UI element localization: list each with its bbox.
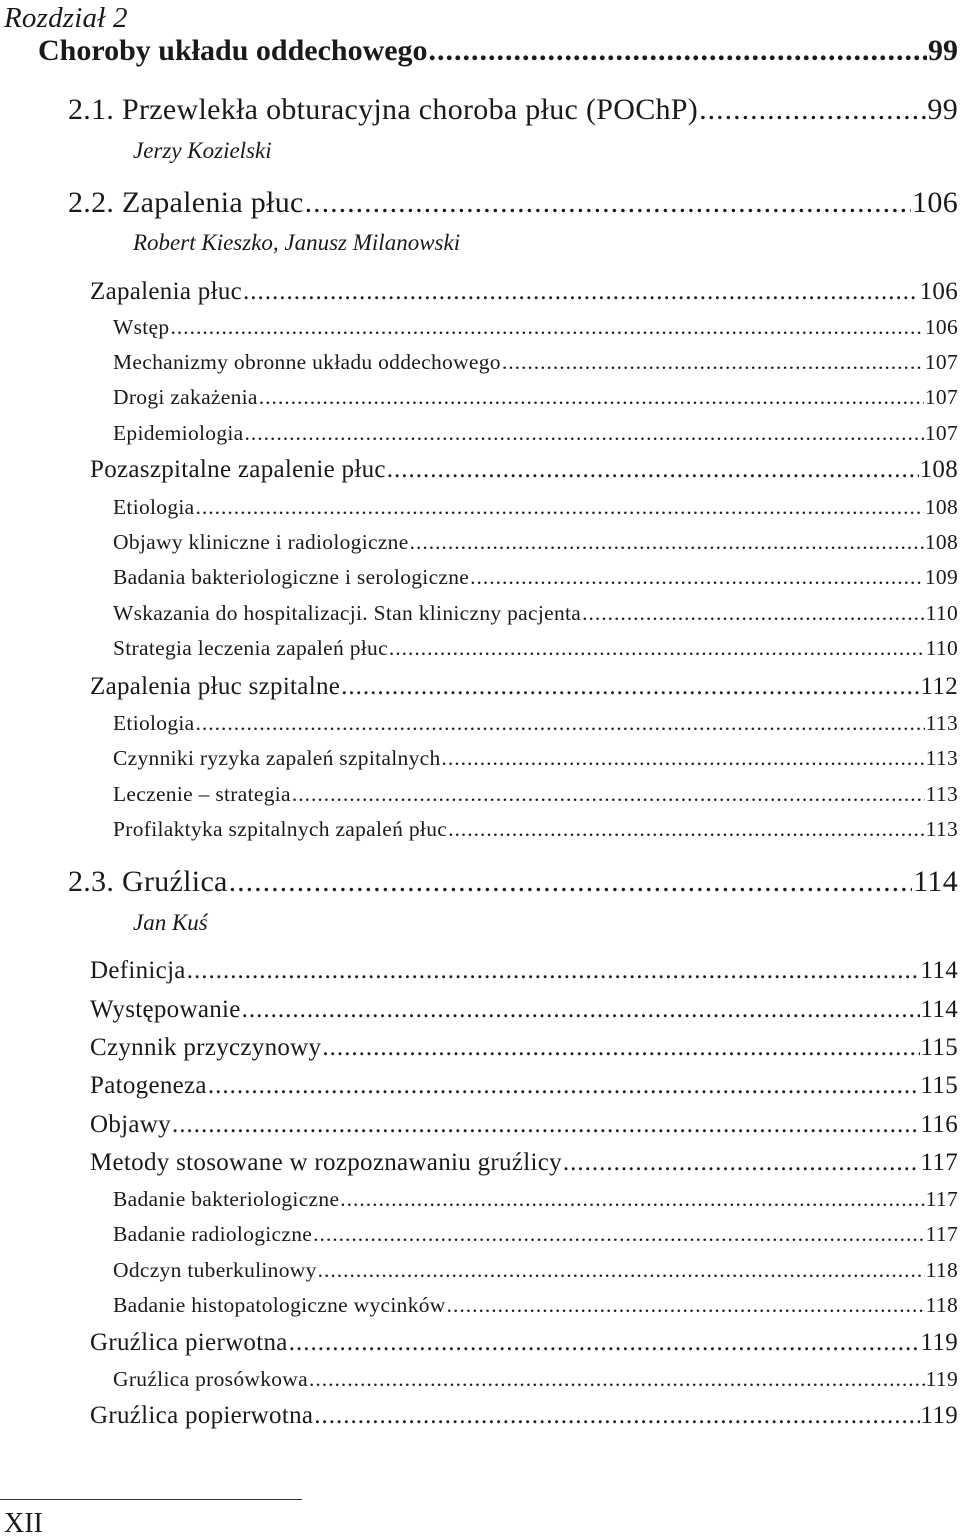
dot-leader [259, 385, 924, 410]
dot-leader [208, 1072, 920, 1100]
entry-page: 113 [925, 817, 958, 841]
entry-title: Etiologia [113, 711, 195, 735]
toc-entry[interactable] [90, 1111, 958, 1139]
toc-entry[interactable] [113, 530, 958, 555]
toc-entry[interactable] [90, 1402, 958, 1430]
entry-title: Pozaszpitalne zapalenie płuc [90, 456, 386, 483]
dot-leader [448, 817, 925, 842]
footer-rule [0, 1499, 302, 1500]
dot-leader [502, 350, 924, 375]
entry-page: 107 [924, 421, 958, 445]
entry-page: 118 [925, 1258, 958, 1282]
dot-leader [196, 495, 924, 520]
toc-entry[interactable] [113, 636, 958, 661]
toc-entry[interactable] [113, 315, 958, 340]
toc-entry[interactable] [90, 1072, 958, 1100]
toc-entry[interactable] [113, 495, 958, 520]
dot-leader [289, 1329, 920, 1357]
entry-title: Strategia leczenia zapaleń płuc [113, 636, 388, 660]
entry-title: Choroby układu oddechowego [38, 34, 428, 67]
entry-page: 118 [925, 1293, 958, 1317]
dot-leader [582, 601, 925, 626]
entry-title: Wstęp [113, 315, 170, 339]
entry-title: Zapalenia płuc [90, 278, 243, 305]
entry-title: Badanie bakteriologiczne [113, 1187, 340, 1211]
toc-entry[interactable] [113, 421, 958, 446]
entry-page: 106 [912, 186, 958, 219]
dot-leader [243, 278, 919, 306]
entry-page: 119 [925, 1367, 958, 1391]
entry-title: Badanie histopatologiczne wycinków [113, 1293, 446, 1317]
entry-page: 115 [920, 1072, 958, 1099]
entry-page: 106 [919, 278, 958, 305]
entry-page: 113 [925, 782, 958, 806]
entry-page: 117 [920, 1149, 958, 1176]
entry-title: Mechanizmy obronne układu oddechowego [113, 350, 501, 374]
toc-entry[interactable] [90, 1329, 958, 1357]
entry-title: Wskazania do hospitalizacji. Stan kliniczny pacjenta [113, 601, 582, 625]
dot-leader [563, 1149, 920, 1177]
toc-entry[interactable] [113, 817, 958, 842]
entry-title: Czynnik przyczynowy [90, 1034, 322, 1061]
entry-page: 107 [924, 385, 958, 409]
entry-page: 106 [924, 315, 958, 339]
entry-page: 108 [924, 495, 958, 519]
dot-leader [318, 1258, 925, 1283]
dot-leader [322, 1034, 919, 1062]
entry-page: 117 [925, 1222, 958, 1246]
dot-leader [340, 1187, 924, 1212]
toc-entry[interactable] [90, 1034, 958, 1062]
entry-title: Zapalenia płuc szpitalne [90, 673, 341, 700]
toc-entry[interactable] [113, 385, 958, 410]
dot-leader [699, 93, 926, 127]
entry-title: Gruźlica popierwotna [90, 1402, 314, 1429]
entry-title: Czynniki ryzyka zapaleń szpitalnych [113, 746, 441, 770]
entry-title: Objawy [90, 1111, 171, 1138]
toc-entry[interactable] [90, 456, 958, 484]
dot-leader [170, 315, 923, 340]
entry-page: 113 [925, 746, 958, 770]
entry-page: 117 [925, 1187, 958, 1211]
toc-entry[interactable] [113, 565, 958, 590]
section-author: Jerzy Kozielski [133, 138, 272, 163]
entry-page: 109 [924, 565, 958, 589]
toc-entry[interactable] [113, 1187, 958, 1212]
entry-page: 119 [920, 1402, 958, 1429]
dot-leader [341, 673, 919, 701]
dot-leader [309, 1367, 925, 1392]
toc-entry[interactable] [113, 601, 958, 626]
dot-leader [172, 1111, 920, 1139]
entry-page: 107 [924, 350, 958, 374]
dot-leader [196, 711, 925, 736]
dot-leader [442, 746, 925, 771]
dot-leader [447, 1293, 925, 1318]
dot-leader [313, 1222, 925, 1247]
dot-leader [410, 530, 924, 555]
section-author: Jan Kuś [133, 910, 208, 935]
dot-leader [245, 421, 924, 446]
entry-page: 114 [920, 996, 958, 1023]
toc-entry[interactable] [90, 957, 958, 985]
entry-title: Profilaktyka szpitalnych zapaleń płuc [113, 817, 448, 841]
entry-page: 112 [920, 673, 958, 700]
toc-entry-section[interactable] [68, 93, 958, 127]
entry-title: 2.1. Przewlekła obturacyjna choroba płuc (POChP) [68, 93, 699, 126]
entry-page: 108 [919, 456, 958, 483]
toc-entry[interactable] [90, 278, 958, 306]
entry-page: 108 [924, 530, 958, 554]
entry-page: 114 [913, 865, 958, 898]
dot-leader [387, 456, 919, 484]
section-author: Robert Kieszko, Janusz Milanowski [133, 230, 461, 255]
entry-title: Badania bakteriologiczne i serologiczne [113, 565, 470, 589]
entry-title: Odczyn tuberkulinowy [113, 1258, 317, 1282]
toc-entry-chapter[interactable] [38, 34, 958, 68]
dot-leader [389, 636, 925, 661]
entry-title: 2.3. Gruźlica [68, 865, 228, 898]
entry-title: Leczenie – strategia [113, 782, 291, 806]
dot-leader [187, 957, 920, 985]
entry-page: 113 [925, 711, 958, 735]
toc-entry[interactable] [90, 996, 958, 1024]
dot-leader [242, 996, 920, 1024]
toc-entry-section[interactable] [68, 865, 958, 899]
entry-page: 99 [927, 93, 958, 126]
dot-leader [314, 1402, 919, 1430]
toc-entry[interactable] [113, 746, 958, 771]
toc-entry[interactable] [113, 1367, 958, 1392]
dot-leader [470, 565, 924, 590]
entry-title: Metody stosowane w rozpoznawaniu gruźlicy [90, 1149, 562, 1176]
entry-title: Definicja [90, 957, 186, 984]
toc-entry[interactable] [113, 1258, 958, 1283]
entry-page: 119 [920, 1329, 958, 1356]
entry-title: Gruźlica prosówkowa [113, 1367, 308, 1391]
entry-page: 116 [920, 1111, 958, 1138]
dot-leader [305, 186, 911, 220]
entry-page: 99 [928, 34, 958, 67]
entry-title: Drogi zakażenia [113, 385, 258, 409]
entry-page: 110 [925, 636, 958, 660]
entry-title: Objawy kliniczne i radiologiczne [113, 530, 409, 554]
entry-page: 110 [925, 601, 958, 625]
entry-page: 115 [920, 1034, 958, 1061]
toc-entry[interactable] [113, 1293, 958, 1318]
entry-title: Gruźlica pierwotna [90, 1329, 288, 1356]
toc-entry-section[interactable] [68, 186, 958, 220]
dot-leader [429, 34, 927, 68]
entry-title: 2.2. Zapalenia płuc [68, 186, 304, 219]
toc-entry[interactable] [113, 782, 958, 807]
toc-entry[interactable] [113, 1222, 958, 1247]
entry-title: Epidemiologia [113, 421, 244, 445]
toc-entry[interactable] [113, 711, 958, 736]
page-number: XII [4, 1508, 43, 1539]
toc-entry[interactable] [90, 673, 958, 701]
entry-title: Występowanie [90, 996, 241, 1023]
entry-title: Patogeneza [90, 1072, 207, 1099]
entry-title: Badanie radiologiczne [113, 1222, 313, 1246]
dot-leader [292, 782, 925, 807]
entry-page: 114 [920, 957, 958, 984]
toc-entry[interactable] [90, 1149, 958, 1177]
dot-leader [229, 865, 913, 899]
chapter-label: Rozdział 2 [4, 2, 128, 34]
toc-entry[interactable] [113, 350, 958, 375]
entry-title: Etiologia [113, 495, 195, 519]
